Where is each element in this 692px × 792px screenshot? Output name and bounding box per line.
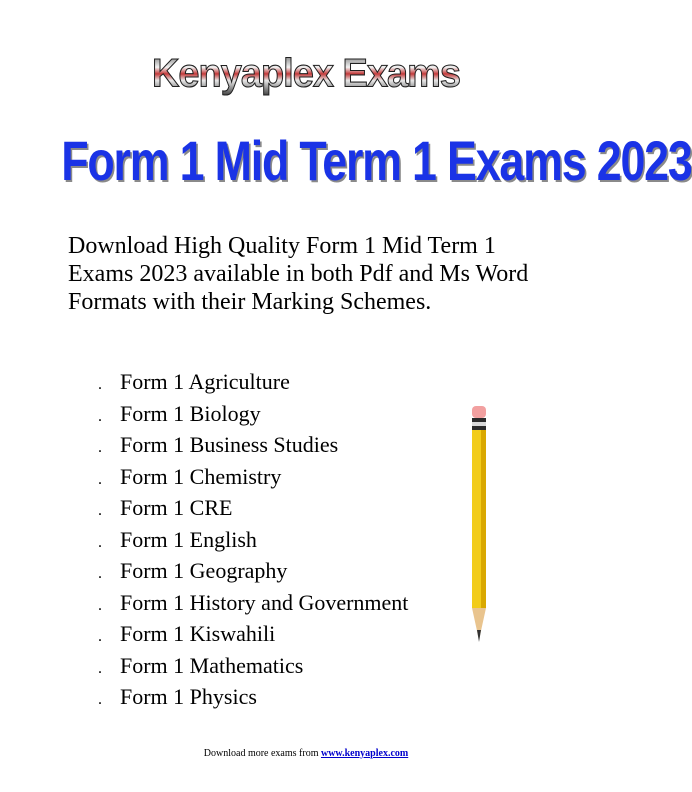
pencil-band-bottom [472, 426, 486, 430]
subject-item [98, 494, 408, 526]
subject-item [98, 620, 408, 652]
subject-item [98, 431, 408, 463]
pencil-body-shade [481, 430, 486, 608]
pencil-icon [466, 404, 494, 648]
subject-item [98, 400, 408, 432]
brand-text: Kenyaplex Exams [151, 51, 461, 96]
pencil-band-mid [472, 422, 486, 426]
subject-label: Form 1 Mathematics [120, 652, 304, 678]
bullet-icon: . [98, 533, 102, 551]
subject-item [98, 589, 408, 621]
subject-item [98, 683, 408, 715]
subject-label: Form 1 English [120, 526, 257, 552]
subject-label: Form 1 History and Government [120, 589, 409, 615]
subject-label: Form 1 Physics [120, 684, 257, 709]
footer-text: Download more exams from [203, 748, 321, 759]
bullet-icon: . [98, 565, 102, 582]
pencil-band-top [472, 418, 486, 422]
bullet-icon: . [98, 502, 102, 519]
subject-label: Form 1 Geography [120, 558, 288, 583]
subject-item [98, 368, 408, 400]
page-title: Form 1 Mid Term 1 Exams 2023 [61, 129, 692, 192]
bullet-icon: . [98, 376, 102, 393]
subject-label: Form 1 Chemistry [120, 463, 282, 489]
subject-item [98, 463, 408, 495]
bullet-icon: . [98, 407, 102, 425]
subject-item [98, 652, 408, 684]
subject-label: Form 1 CRE [120, 495, 233, 520]
bullet-icon: . [98, 659, 102, 677]
bullet-icon: . [98, 470, 102, 488]
subject-label: Form 1 Biology [120, 400, 261, 426]
subject-label: Form 1 Business Studies [120, 432, 339, 457]
pencil-eraser [472, 406, 486, 418]
subject-label: Form 1 Kiswahili [120, 621, 276, 646]
footer [0, 748, 612, 759]
subject-item [98, 526, 408, 558]
pencil-tip [477, 630, 481, 642]
brand-logo [0, 47, 612, 100]
intro-paragraph: Download High Quality Form 1 Mid Term 1 Exams 2023 available in both Pdf and Ms Word Formats with their Marking Schemes. [68, 233, 529, 315]
bullet-icon: . [98, 439, 102, 456]
subject-item [98, 557, 408, 589]
subject-label: Form 1 Agriculture [120, 369, 290, 394]
bullet-icon: . [98, 691, 102, 708]
brand-logo-art [151, 47, 461, 100]
subject-list [98, 368, 408, 715]
bullet-icon: . [98, 628, 102, 645]
bullet-icon: . [98, 596, 102, 614]
footer-link[interactable]: www.kenyaplex.com [320, 748, 409, 759]
